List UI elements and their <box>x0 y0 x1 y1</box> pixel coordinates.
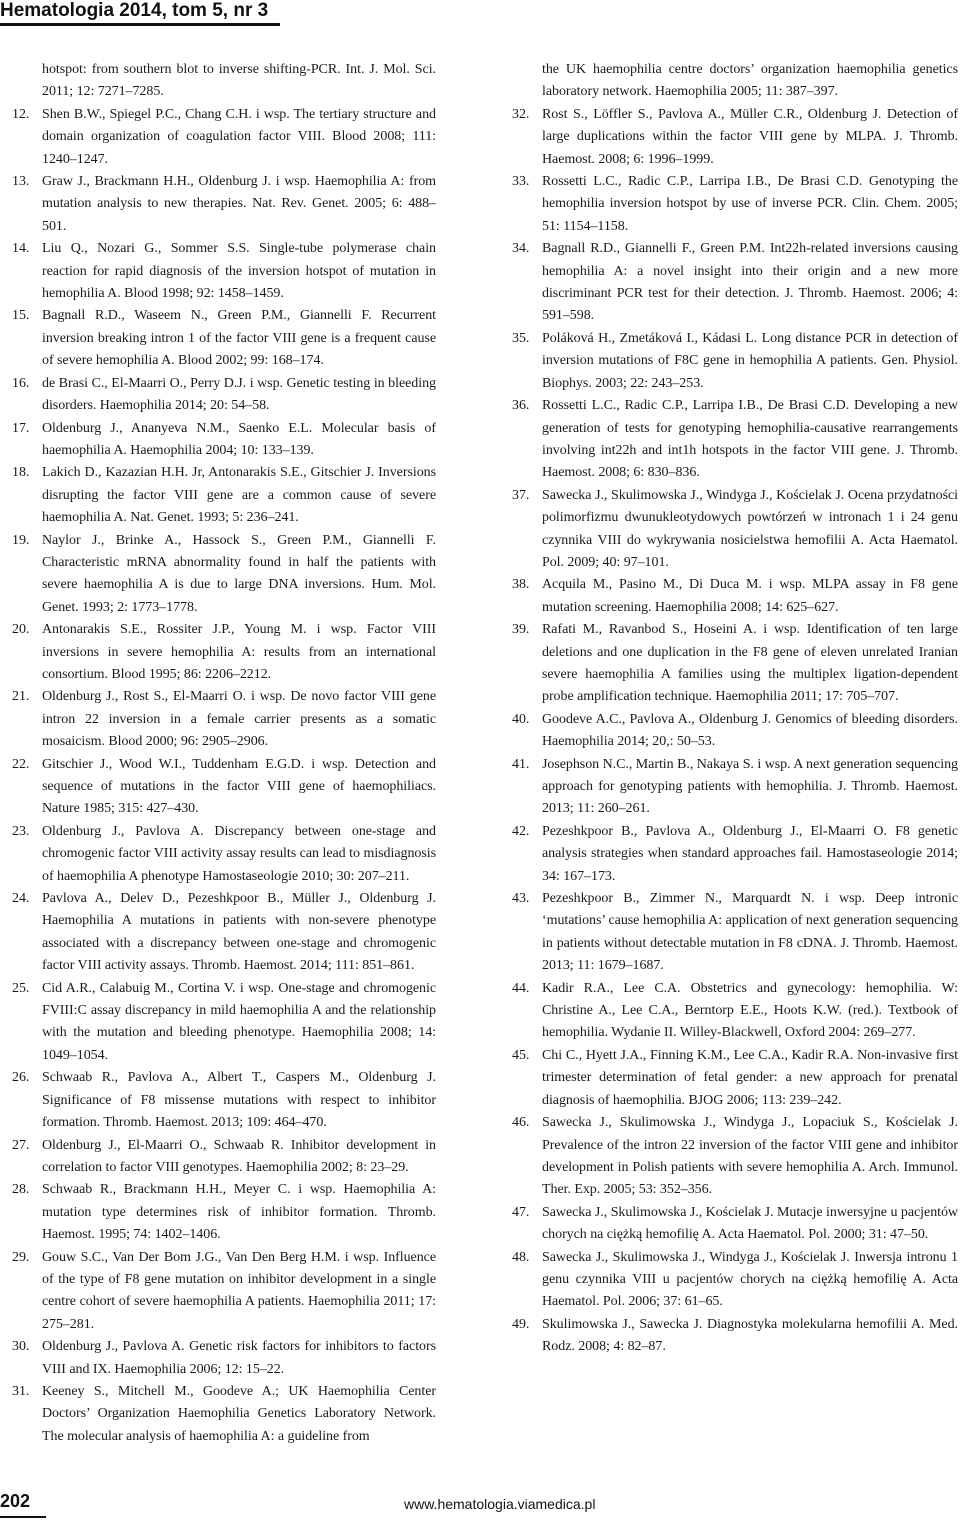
reference-number: 13. <box>12 174 30 190</box>
reference-text: Rost S., Löffler S., Pavlova A., Müller C.R., Oldenburg J. Detection of large duplications within the factor VIII gene by MLPA. J. Thromb. Haemost. 2008; 6: 1996–1999. <box>542 106 958 167</box>
reference-number: 45. <box>512 1047 530 1063</box>
reference-text: Antonarakis S.E., Rossiter J.P., Young M. i wsp. Factor VIII inversions in severe hemophilia A: results from an international consortium. Blood 1995; 86: 2206–2212. <box>42 622 436 682</box>
reference-item <box>12 104 436 171</box>
reference-text: Naylor J., Brinke A., Hassock S., Green P.M., Giannelli F. Characteristic mRNA abnormality found in half the patients with severe haemophilia A is due to large DNA inversions. Hum. Mol. Genet. 1993; 2: 1773–1778. <box>42 532 436 615</box>
reference-text: de Brasi C., El-Maarri O., Perry D.J. i wsp. Genetic testing in bleeding disorders. Haemophilia 2014; 20: 54–58. <box>42 375 436 414</box>
reference-text: Pezeshkpoor B., Pavlova A., Oldenburg J., El-Maarri O. F8 genetic analysis strategies when standard approaches fail. Hamostaseologie 2014; 34: 167–173. <box>542 823 958 884</box>
reference-number: 48. <box>512 1249 530 1265</box>
reference-item <box>512 395 958 485</box>
reference-item <box>12 1381 436 1448</box>
reference-item <box>512 574 958 619</box>
reference-number: 40. <box>512 711 530 727</box>
reference-item <box>12 1067 436 1134</box>
reference-item <box>512 709 958 754</box>
reference-text: Poláková H., Zmetáková I., Kádasi L. Long distance PCR in detection of inversion mutations of F8C gene in hemophilia A patients. Gen. Physiol. Biophys. 2003; 22: 243–253. <box>542 330 958 391</box>
reference-text: Goodeve A.C., Pavlova A., Oldenburg J. Genomics of bleeding disorders. Haemophilia 2014; 20,: 50–53. <box>542 711 958 750</box>
reference-number: 21. <box>12 689 30 705</box>
reference-list-right-column <box>512 59 958 1359</box>
reference-number: 26. <box>12 1070 30 1086</box>
reference-item <box>512 1202 958 1247</box>
reference-number: 14. <box>12 241 30 257</box>
reference-continuation <box>512 59 958 104</box>
page-number: 202 <box>0 1491 31 1511</box>
reference-text: Gitschier J., Wood W.I., Tuddenham E.G.D. i wsp. Detection and sequence of mutations in the factor VIII gene of haemophiliacs. Nature 1985; 315: 427–430. <box>42 756 436 817</box>
reference-item <box>12 238 436 305</box>
reference-continuation <box>12 59 436 104</box>
reference-item <box>12 305 436 372</box>
reference-number: 27. <box>12 1137 30 1153</box>
reference-item <box>512 171 958 238</box>
reference-list-left-column <box>12 59 436 1448</box>
reference-number: 49. <box>512 1316 530 1332</box>
reference-text: Bagnall R.D., Waseem N., Green P.M., Giannelli F. Recurrent inversion breaking intron 1 of the factor VIII gene is a frequent cause of severe hemophilia A. Blood 2002; 99: 168–174. <box>42 308 436 369</box>
reference-text: Gouw S.C., Van Der Bom J.G., Van Den Berg H.M. i wsp. Influence of the type of F8 gene mutation on inhibitor development in a single centre cohort of severe haemophilia A patients. Haemophilia 2011; 17: 275–281. <box>42 1249 436 1332</box>
reference-number: 30. <box>12 1339 30 1355</box>
reference-number: 22. <box>12 756 30 772</box>
reference-text: Rossetti L.C., Radic C.P., Larripa I.B., De Brasi C.D. Genotyping the hemophilia inversion hotspot by use of inverse PCR. Clin. Chem. 2005; 51: 1154–1158. <box>542 174 958 234</box>
reference-number: 20. <box>12 622 30 638</box>
reference-item <box>512 104 958 171</box>
reference-text: Sawecka J., Skulimowska J., Kościelak J. Mutacje inwersyjne u pacjentów chorych na ciężką hemofilię A. Acta Haematol. Pol. 2000; 31: 47–50. <box>542 1204 958 1243</box>
reference-item <box>12 373 436 418</box>
reference-number: 28. <box>12 1182 30 1198</box>
reference-item <box>512 238 958 328</box>
reference-number: 42. <box>512 823 530 839</box>
reference-number: 31. <box>12 1383 30 1399</box>
reference-text: Shen B.W., Spiegel P.C., Chang C.H. i wsp. The tertiary structure and domain organization of coagulation factor VIII. Blood 2008; 111: 1240–1247. <box>42 106 436 167</box>
reference-item <box>12 171 436 238</box>
reference-text: Chi C., Hyett J.A., Finning K.M., Lee C.A., Kadir R.A. Non-invasive first trimester determination of fetal gender: a new approach for prenatal diagnosis of haemophilia. BJOG 2006; 113: 239–242. <box>542 1047 958 1108</box>
reference-item <box>512 888 958 978</box>
reference-item <box>12 1179 436 1246</box>
reference-text: Pavlova A., Delev D., Pezeshkpoor B., Müller J., Oldenburg J. Haemophilia A mutations in patients with non-severe phenotype associated with a discrepancy between one-stage and chromogenic factor VIII activity assays. Thromb. Haemost. 2014; 111: 851–861. <box>42 891 436 974</box>
reference-number: 37. <box>512 487 530 503</box>
reference-text: Oldenburg J., Pavlova A. Discrepancy between one-stage and chromogenic factor VIII activity assay results can lead to misdiagnosis of haemophilia A phenotype Hamostaseologie 2010; 30: 207–211. <box>42 823 436 884</box>
reference-text: Oldenburg J., Ananyeva N.M., Saenko E.L. Molecular basis of haemophilia A. Haemophilia 2004; 10: 133–139. <box>42 420 436 458</box>
reference-item <box>512 1314 958 1359</box>
reference-number: 43. <box>512 891 530 907</box>
reference-item <box>12 619 436 686</box>
reference-text: Kadir R.A., Lee C.A. Obstetrics and gynecology: hemophilia. W: Christine A., Lee C.A., Berntorp E.E., Hoots K.W. (red.). Textbook of hemophilia. Wydanie II. Willey-Blackwell, Oxford 2004: 269–277. <box>542 980 958 1041</box>
reference-text: Oldenburg J., Rost S., El-Maarri O. i wsp. De novo factor VIII gene intron 22 inversion in a female carrier presents as a somatic mosaicism. Blood 2000; 96: 2905–2906. <box>42 689 436 750</box>
reference-item <box>12 888 436 978</box>
reference-item <box>512 619 958 709</box>
reference-item <box>12 462 436 529</box>
reference-text: Keeney S., Mitchell M., Goodeve A.; UK Haemophilia Center Doctors’ Organization Haemophilia Genetics Laboratory Network. The molecular analysis of haemophilia A: a guideline from <box>42 1383 436 1444</box>
reference-item <box>512 754 958 821</box>
reference-number: 44. <box>512 980 530 996</box>
reference-item <box>512 1247 958 1314</box>
reference-text: Liu Q., Nozari G., Sommer S.S. Single-tube polymerase chain reaction for rapid diagnosis of the inversion hotspot of mutation in hemophilia A. Blood 1998; 92: 1458–1459. <box>42 241 436 302</box>
reference-number: 25. <box>12 980 30 996</box>
header-rule <box>0 23 280 26</box>
reference-item <box>512 978 958 1045</box>
reference-text: Rossetti L.C., Radic C.P., Larripa I.B., De Brasi C.D. Developing a new generation of tests for genotyping hemophilia-causative rearrangements involving int22h and int1h hotspots in the factor VIII gene. J. Thromb. Haemost. 2008; 6: 830–836. <box>542 398 958 481</box>
reference-text: Acquila M., Pasino M., Di Duca M. i wsp. MLPA assay in F8 gene mutation screening. Haemophilia 2008; 14: 625–627. <box>542 577 958 615</box>
reference-item <box>512 485 958 575</box>
reference-text: Schwaab R., Pavlova A., Albert T., Caspers M., Oldenburg J. Significance of F8 missense mutations with respect to inhibitor formation. Thromb. Haemost. 2013; 109: 464–470. <box>42 1070 436 1131</box>
journal-url: www.hematologia.viamedica.pl <box>404 1496 596 1512</box>
reference-number: 41. <box>512 756 530 772</box>
reference-number: 35. <box>512 330 530 346</box>
reference-text: Oldenburg J., Pavlova A. Genetic risk factors for inhibitors to factors VIII and IX. Haemophilia 2006; 12: 15–22. <box>42 1339 436 1377</box>
reference-number: 33. <box>512 174 530 190</box>
reference-number: 39. <box>512 622 530 638</box>
reference-item <box>12 821 436 888</box>
reference-number: 24. <box>12 891 30 907</box>
journal-header: Hematologia 2014, tom 5, nr 3 <box>0 0 269 21</box>
reference-item <box>12 418 436 463</box>
reference-text: Josephson N.C., Martin B., Nakaya S. i wsp. A next generation sequencing approach for genotyping patients with hemophilia. J. Thromb. Haemost. 2013; 11: 260–261. <box>542 756 958 817</box>
reference-text: Rafati M., Ravanbod S., Hoseini A. i wsp. Identification of ten large deletions and one duplication in the F8 gene of eleven unrelated Iranian severe haemophilia A families using the multiplex ligation-dependent probe amplification technique. Haemophilia 2011; 17: 705–707. <box>542 622 958 705</box>
reference-number: 12. <box>12 106 30 122</box>
reference-item <box>12 1336 436 1381</box>
reference-text: the UK haemophilia centre doctors’ organization haemophilia genetics laboratory network. Haemophilia 2005; 11: 387–397. <box>542 62 958 100</box>
reference-text: Pezeshkpoor B., Zimmer N., Marquardt N. i wsp. Deep intronic ‘mutations’ cause hemophilia A: application of next generation sequencing in patients without detectable mutation in F8 cDNA. J. Thromb. Haemost. 2013; 11: 1679–1687. <box>542 891 958 974</box>
reference-number: 29. <box>12 1249 30 1265</box>
reference-text: hotspot: from southern blot to inverse shifting-PCR. Int. J. Mol. Sci. 2011; 12: 7271–7285. <box>42 62 436 100</box>
reference-text: Cid A.R., Calabuig M., Cortina V. i wsp. One-stage and chromogenic FVIII:C assay discrepancy in mild haemophilia A and the relationship with the mutation and bleeding phenotype. Haemophilia 2008; 14: 1049–1054. <box>42 980 436 1063</box>
reference-number: 17. <box>12 420 30 436</box>
reference-item <box>12 530 436 620</box>
reference-number: 18. <box>12 465 30 481</box>
reference-number: 15. <box>12 308 30 324</box>
reference-number: 38. <box>512 577 530 593</box>
reference-text: Lakich D., Kazazian H.H. Jr, Antonarakis S.E., Gitschier J. Inversions disrupting the factor VIII gene are a common cause of severe haemophilia A. Nat. Genet. 1993; 5: 236–241. <box>42 465 436 526</box>
reference-number: 19. <box>12 532 30 548</box>
reference-number: 34. <box>512 241 530 257</box>
reference-text: Oldenburg J., El-Maarri O., Schwaab R. Inhibitor development in correlation to factor VIII genotypes. Haemophilia 2002; 8: 23–29. <box>42 1137 436 1175</box>
reference-item <box>12 978 436 1068</box>
reference-text: Sawecka J., Skulimowska J., Windyga J., Kościelak J. Inwersja intronu 1 genu czynnika VIII u pacjentów chorych na ciężką hemofilię A. Acta Haematol. Pol. 2006; 37: 61–65. <box>542 1249 958 1310</box>
reference-item <box>512 821 958 888</box>
reference-text: Schwaab R., Brackmann H.H., Meyer C. i wsp. Haemophilia A: mutation type determines risk of inhibitor formation. Thromb. Haemost. 1995; 74: 1402–1406. <box>42 1182 436 1243</box>
reference-number: 23. <box>12 823 30 839</box>
reference-text: Graw J., Brackmann H.H., Oldenburg J. i wsp. Haemophilia A: from mutation analysis to new therapies. Nat. Rev. Genet. 2005; 6: 488–501. <box>42 174 436 234</box>
reference-number: 32. <box>512 106 530 122</box>
reference-item <box>12 686 436 753</box>
reference-text: Bagnall R.D., Giannelli F., Green P.M. Int22h-related inversions causing hemophilia A: a novel insight into their origin and a new more discriminant PCR test for their detection. J. Thromb. Haemost. 2006; 4: 591–598. <box>542 241 958 324</box>
reference-text: Skulimowska J., Sawecka J. Diagnostyka molekularna hemofilii A. Med. Rodz. 2008; 4: 82–87. <box>542 1316 958 1355</box>
reference-item <box>512 1112 958 1202</box>
reference-number: 16. <box>12 375 30 391</box>
reference-item <box>12 1247 436 1337</box>
reference-text: Sawecka J., Skulimowska J., Windyga J., Kościelak J. Ocena przydatności polimorfizmu dwunukleotydowych powtórzeń w intronach 1 i 24 genu czynnika VIII do wykrywania nosicielstwa hemofilii A. Acta Haematol. Pol. 2009; 40: 97–101. <box>542 487 958 570</box>
reference-item <box>12 1135 436 1180</box>
reference-number: 36. <box>512 398 530 414</box>
footer-rule <box>0 1516 46 1518</box>
reference-number: 46. <box>512 1115 530 1131</box>
reference-item <box>12 754 436 821</box>
reference-number: 47. <box>512 1204 530 1220</box>
reference-item <box>512 328 958 395</box>
reference-item <box>512 1045 958 1112</box>
reference-text: Sawecka J., Skulimowska J., Windyga J., Lopaciuk S., Kościelak J. Prevalence of the intron 22 inversion of the factor VIII gene and inhibitor development in Polish patients with severe hemophilia A. Arch. Immunol. Ther. Exp. 2005; 53: 352–356. <box>542 1115 958 1198</box>
